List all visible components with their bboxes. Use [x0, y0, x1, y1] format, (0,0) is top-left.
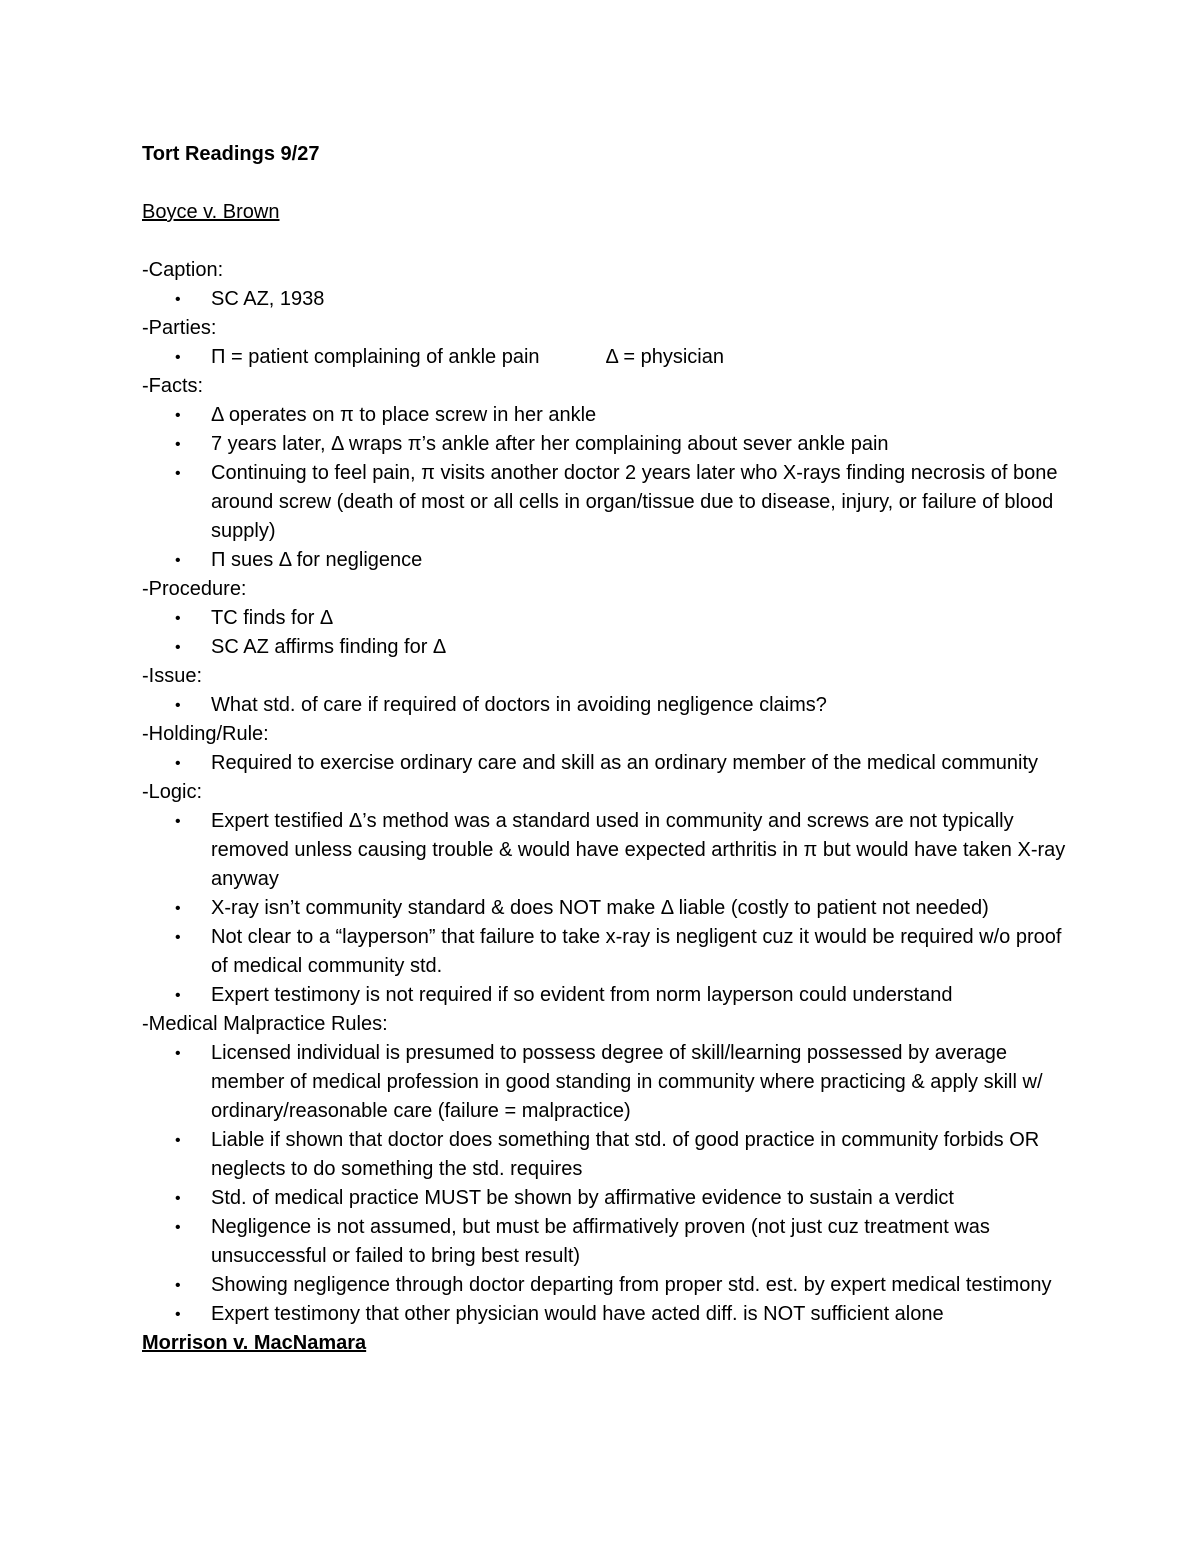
section-holding — [142, 720, 1072, 778]
bullet-icon: • — [175, 929, 181, 946]
bullet-list — [142, 1039, 1072, 1329]
bullet-icon: • — [175, 291, 181, 308]
section-heading: -Procedure: — [142, 578, 247, 600]
bullet-icon: • — [175, 1306, 181, 1323]
list-item-text: Required to exercise ordinary care and skill as an ordinary member of the medical community — [211, 752, 1039, 774]
section-caption — [142, 256, 1072, 314]
list-item — [142, 1039, 1072, 1126]
section-heading: -Facts: — [142, 375, 204, 397]
bullet-list — [142, 604, 1072, 662]
bullet-icon: • — [175, 610, 181, 627]
list-item — [142, 1184, 1072, 1213]
list-item — [142, 691, 1072, 720]
list-item-text: Expert testimony is not required if so evident from norm layperson could understand — [211, 984, 953, 1006]
list-item-text: Not clear to a “layperson” that failure to take x-ray is negligent cuz it would be required w/o proof of medical community std. — [211, 926, 1062, 977]
section-logic — [142, 778, 1072, 1010]
section-heading: -Medical Malpractice Rules: — [142, 1013, 388, 1035]
bullet-icon: • — [175, 349, 181, 366]
section-parties — [142, 314, 1072, 372]
section-malpractice-rules — [142, 1010, 1072, 1329]
list-item-text: Negligence is not assumed, but must be affirmatively proven (not just cuz treatment was unsuccessful or failed to bring best result) — [211, 1216, 990, 1267]
section-facts — [142, 372, 1072, 575]
list-item — [142, 807, 1072, 894]
list-item-text: Δ operates on π to place screw in her ankle — [211, 404, 597, 426]
bullet-icon: • — [175, 639, 181, 656]
list-item-text: What std. of care if required of doctors in avoiding negligence claims? — [211, 694, 827, 716]
bullet-icon: • — [175, 987, 181, 1004]
list-item — [142, 981, 1072, 1010]
list-item-text: Expert testimony that other physician would have acted diff. is NOT sufficient alone — [211, 1303, 944, 1325]
list-item — [142, 459, 1072, 546]
bullet-list — [142, 807, 1072, 1010]
page-title: Tort Readings 9/27 — [142, 143, 320, 165]
list-item — [142, 923, 1072, 981]
bullet-icon: • — [175, 755, 181, 772]
document-page — [142, 140, 1072, 1358]
list-item — [142, 546, 1072, 575]
case-title-boyce: Boyce v. Brown — [142, 201, 280, 223]
list-item — [142, 1126, 1072, 1184]
list-item-text: Continuing to feel pain, π visits another doctor 2 years later who X-rays finding necrosis of bone around screw (death of most or all cells in organ/tissue due to disease, injury, or failure of blood supply) — [211, 462, 1058, 542]
list-item — [142, 604, 1072, 633]
bullet-icon: • — [175, 900, 181, 917]
section-heading: -Issue: — [142, 665, 203, 687]
list-item-text: SC AZ, 1938 — [211, 288, 325, 310]
list-item-text: Showing negligence through doctor departing from proper std. est. by expert medical testimony — [211, 1274, 1052, 1296]
list-item-text: Π sues Δ for negligence — [211, 549, 423, 571]
list-item — [142, 430, 1072, 459]
bullet-icon: • — [175, 1219, 181, 1236]
section-heading: -Holding/Rule: — [142, 723, 269, 745]
list-item — [142, 1213, 1072, 1271]
list-item — [142, 1271, 1072, 1300]
list-item-text: TC finds for Δ — [211, 607, 334, 629]
list-item — [142, 633, 1072, 662]
party-plaintiff: Π = patient complaining of ankle pain — [211, 346, 540, 368]
list-item — [142, 894, 1072, 923]
section-heading: -Caption: — [142, 259, 224, 281]
bullet-list — [142, 749, 1072, 778]
list-item-text: X-ray isn’t community standard & does NOT make Δ liable (costly to patient not needed) — [211, 897, 989, 919]
section-heading: -Logic: — [142, 781, 203, 803]
bullet-icon: • — [175, 813, 181, 830]
list-item — [142, 343, 1072, 372]
bullet-icon: • — [175, 407, 181, 424]
list-item-text: Liable if shown that doctor does something that std. of good practice in community forbids OR neglects to do something the std. requires — [211, 1129, 1040, 1180]
list-item — [142, 749, 1072, 778]
section-heading: -Parties: — [142, 317, 217, 339]
bullet-icon: • — [175, 1277, 181, 1294]
bullet-icon: • — [175, 697, 181, 714]
list-item-text: 7 years later, Δ wraps π’s ankle after her complaining about sever ankle pain — [211, 433, 889, 455]
bullet-icon: • — [175, 465, 181, 482]
list-item — [142, 285, 1072, 314]
bullet-icon: • — [175, 1132, 181, 1149]
bullet-icon: • — [175, 436, 181, 453]
party-defendant: Δ = physician — [605, 346, 724, 368]
bullet-icon: • — [175, 1045, 181, 1062]
bullet-list — [142, 285, 1072, 314]
bullet-list — [142, 401, 1072, 575]
list-item-text: Std. of medical practice MUST be shown by affirmative evidence to sustain a verdict — [211, 1187, 954, 1209]
bullet-list — [142, 691, 1072, 720]
case-title-morrison: Morrison v. MacNamara — [142, 1332, 367, 1354]
section-issue — [142, 662, 1072, 720]
list-item — [142, 401, 1072, 430]
section-procedure — [142, 575, 1072, 662]
list-item-text: Licensed individual is presumed to possess degree of skill/learning possessed by average member of medical profession in good standing in community where practicing & apply skill w/ ordinary/reasonable care (failure = malpractice) — [211, 1042, 1043, 1122]
list-item-text: SC AZ affirms finding for Δ — [211, 636, 447, 658]
bullet-icon: • — [175, 1190, 181, 1207]
bullet-icon: • — [175, 552, 181, 569]
list-item-text: Expert testified Δ’s method was a standard used in community and screws are not typically removed unless causing trouble & would have expected arthritis in π but would have taken X-ray anyway — [211, 810, 1066, 890]
bullet-list — [142, 343, 1072, 372]
list-item — [142, 1300, 1072, 1329]
